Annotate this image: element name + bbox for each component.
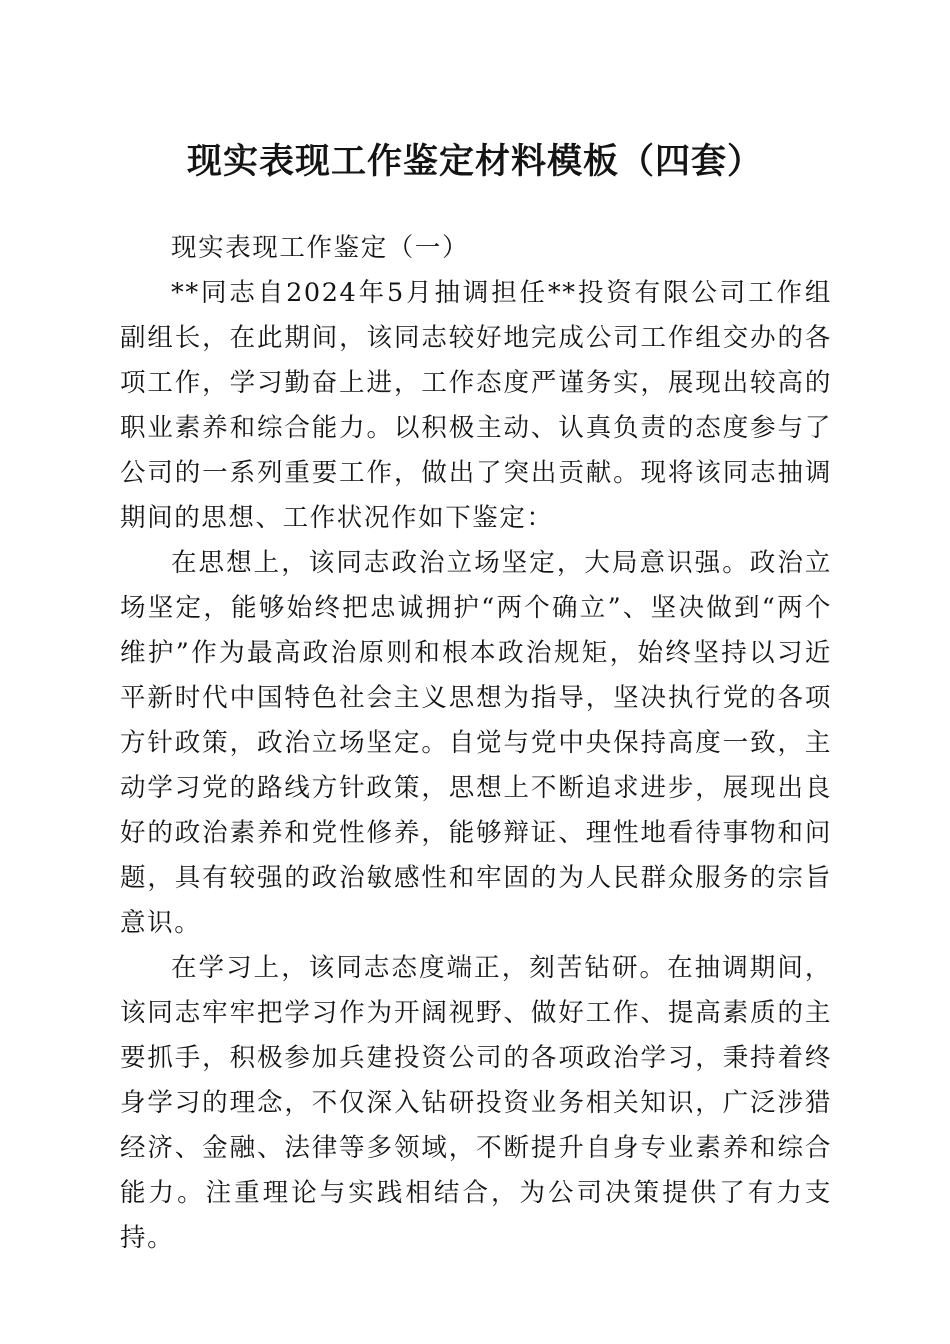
document-body [120, 226, 832, 1261]
paragraph-ideology: 在思想上，该同志政治立场坚定，大局意识强。政治立场坚定，能够始终把忠诚拥护“两个确立”、坚决做到“两个维护”作为最高政治原则和根本政治规矩，始终坚持以习近平新时代中国特色社会主义思想为指导，坚决执行党的各项方针政策，政治立场坚定。自觉与党中央保持高度一致，主动学习党的路线方针政策，思想上不断追求进步，展现出良好的政治素养和党性修养，能够辩证、理性地看待事物和问题，具有较强的政治敏感性和牢固的为人民群众服务的宗旨意识。 [120, 548, 832, 938]
paragraph-study: 在学习上，该同志态度端正，刻苦钻研。在抽调期间，该同志牢牢把学习作为开阔视野、做好工作、提高素质的主要抓手，积极参加兵建投资公司的各项政治学习，秉持着终身学习的理念，不仅深入钻研投资业务相关知识，广泛涉猎经济、金融、法律等多领域，不断提升自身专业素养和综合能力。注重理论与实践相结合，为公司决策提供了有力支持。 [120, 953, 832, 1253]
document-title: 现实表现工作鉴定材料模板（四套） [186, 141, 763, 182]
paragraph-intro: **同志自2024年5月抽调担任**投资有限公司工作组副组长，在此期间，该同志较好地完成公司工作组交办的各项工作，学习勤奋上进，工作态度严谨务实，展现出较高的职业素养和综合能力。以积极主动、认真负责的态度参与了公司的一系列重要工作，做出了突出贡献。现将该同志抽调期间的思想、工作状况作如下鉴定： [120, 278, 832, 533]
section-heading: 现实表现工作鉴定（一） [171, 233, 470, 263]
